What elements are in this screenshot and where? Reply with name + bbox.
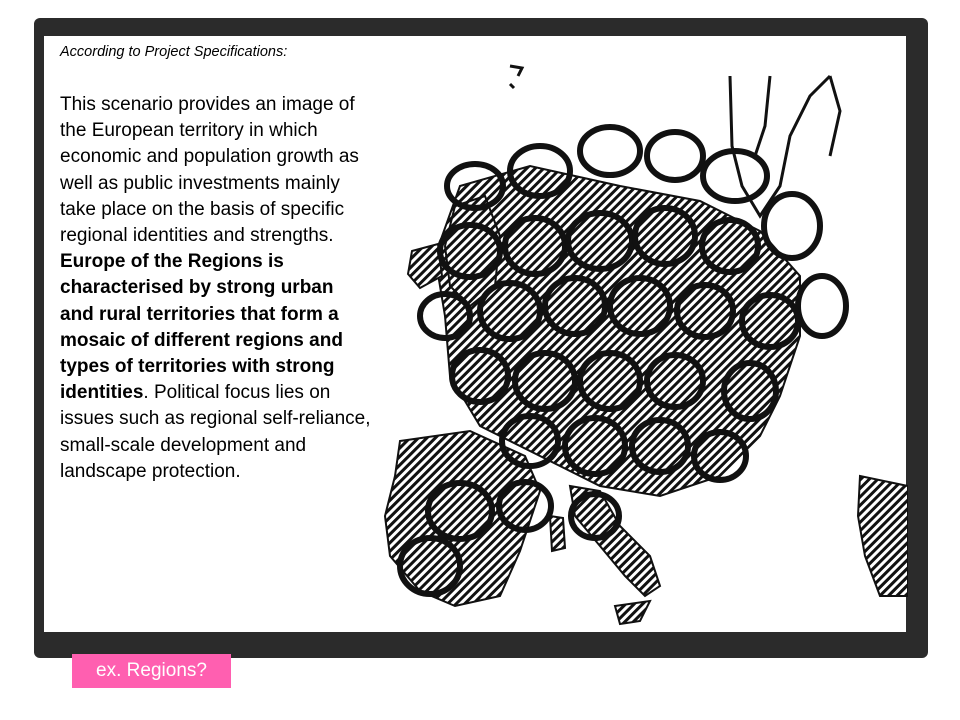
description-emphasis: Europe of the Regions is characterised by strong urban and rural territories that form a mosaic of different regions and types of territories with strong identities	[60, 251, 343, 404]
europe-regions-sketch-map	[360, 36, 908, 632]
sardinia-landmass	[550, 516, 565, 551]
sicily-landmass	[615, 601, 650, 624]
scenario-description	[60, 92, 372, 485]
ireland-landmass	[408, 244, 442, 288]
region-oval	[580, 127, 640, 175]
description-intro: This scenario provides an image of the European territory in which economic and population growth as well as public investments mainly take place on the basis of specific regional identities and strengths.	[60, 94, 359, 247]
description-conclusion: . Political focus lies on issues such as regional self-reliance, small-scale development and landscape protection.	[60, 382, 371, 482]
region-oval	[764, 194, 820, 258]
iceland-mark	[510, 66, 522, 88]
greece-landmass	[858, 476, 908, 596]
region-oval	[798, 276, 846, 336]
region-oval	[647, 132, 703, 180]
regions-tag-label: ex. Regions?	[72, 654, 231, 688]
iberia-landmass	[385, 431, 540, 606]
spec-caption: According to Project Specifications:	[60, 44, 288, 60]
